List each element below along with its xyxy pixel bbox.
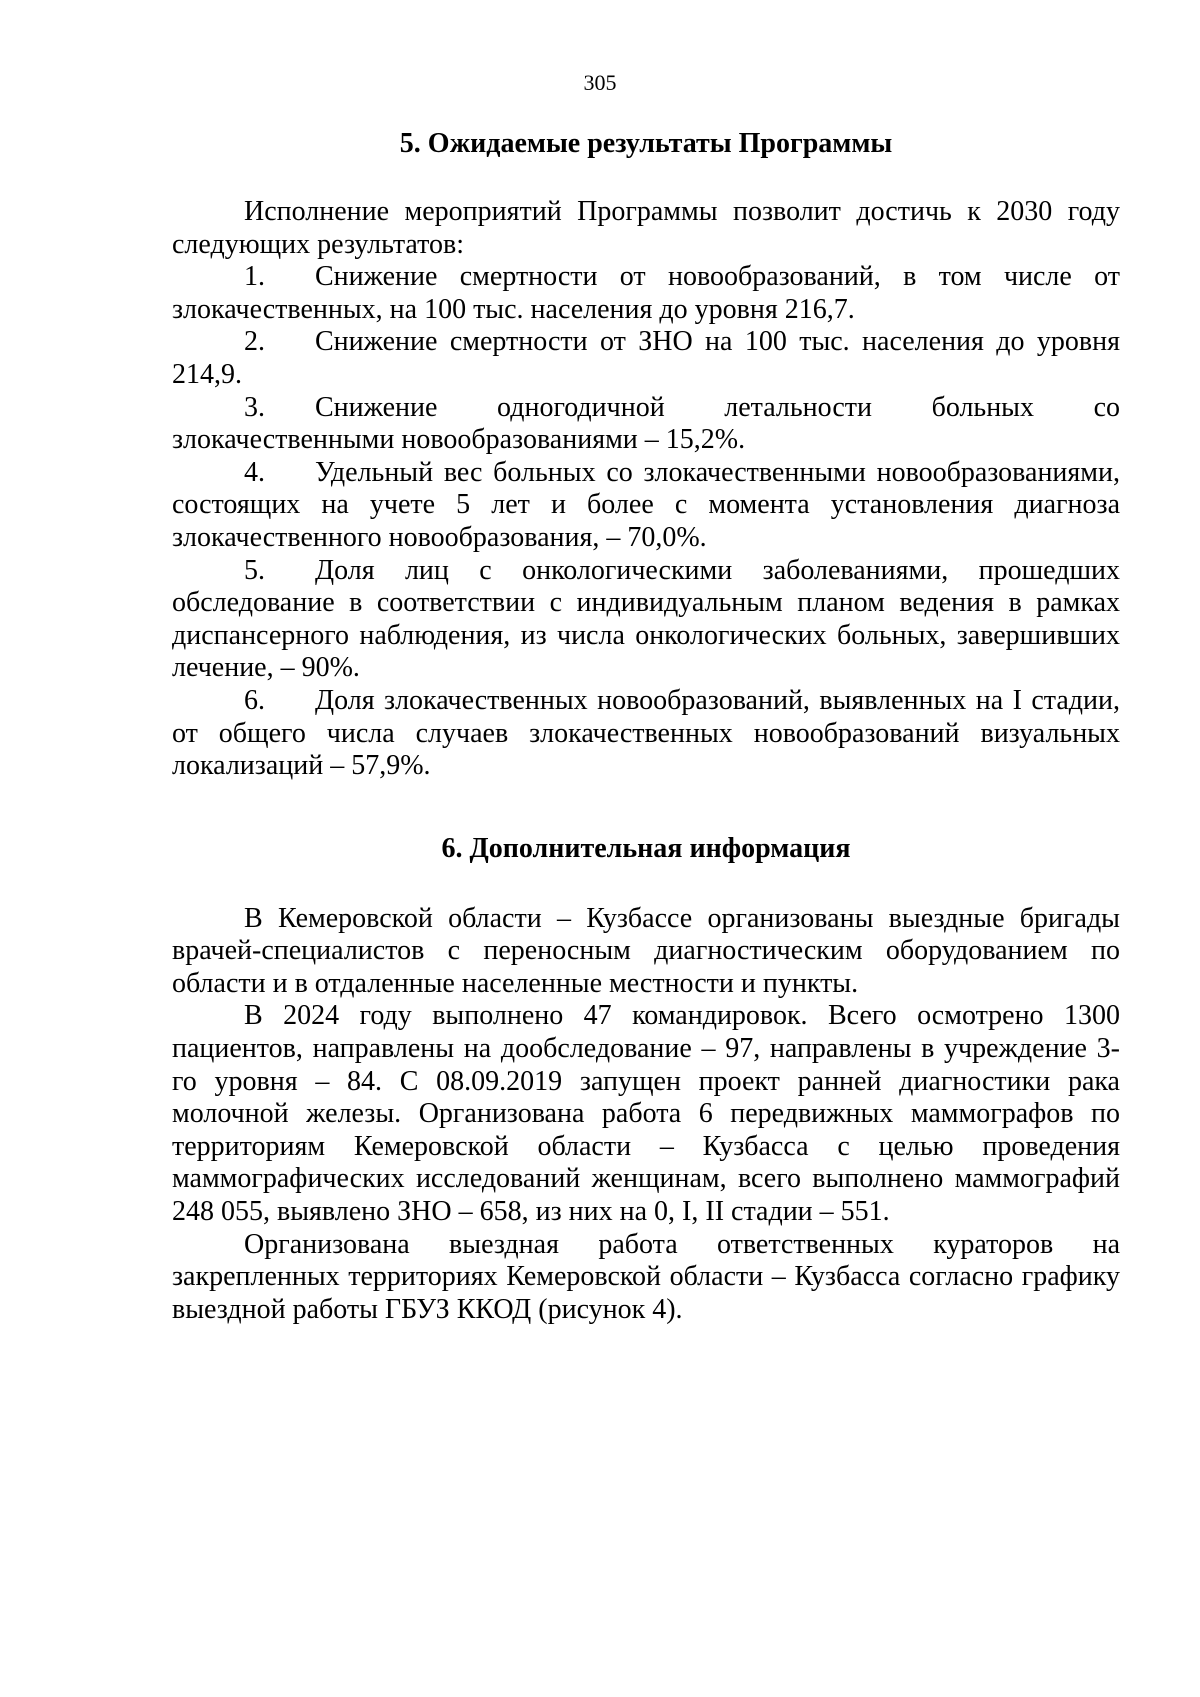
result-item-number: 5. <box>244 554 265 586</box>
result-item-number: 6. <box>244 684 265 716</box>
result-item-5 <box>172 555 1120 685</box>
result-item-number: 3. <box>244 391 265 423</box>
page-number: 305 <box>583 70 617 95</box>
result-item-number: 4. <box>244 456 265 488</box>
section-5-heading: 5. Ожидаемые результаты Программы <box>399 128 893 159</box>
section-6-paragraph-1: В Кемеровской области – Кузбассе организованы выездные бригады врачей-специалистов с переносным диагностическим оборудованием по области и в отдаленные населенные местности и пункты. <box>172 902 1120 999</box>
section-6-paragraph-3: Организована выездная работа ответственных кураторов на закрепленных территориях Кемеровской области – Кузбасса согласно графику выездной работы ГБУЗ ККОД (рисунок 4). <box>172 1228 1120 1325</box>
result-item-2 <box>172 326 1120 391</box>
section-5-intro: Исполнение мероприятий Программы позволит достичь к 2030 году следующих результатов: <box>172 196 1120 260</box>
result-item-4 <box>172 457 1120 555</box>
document-body <box>172 128 1120 1326</box>
section-6-heading: 6. Дополнительная информация <box>441 832 851 864</box>
result-item-text: Снижение смертности от новообразований, в том числе от злокачественных, на 100 тыс. населения до уровня 216,7. <box>172 261 1120 325</box>
result-item-1 <box>172 261 1120 326</box>
result-item-number: 2. <box>244 326 265 358</box>
result-item-6 <box>172 685 1120 783</box>
result-item-text: Снижение смертности от ЗНО на 100 тыс. населения до уровня 214,9. <box>172 326 1120 390</box>
section-6-paragraph-2: В 2024 году выполнено 47 командировок. Всего осмотрено 1300 пациентов, направлены на дообследование – 97, направлены в учреждение 3-го уровня – 84. С 08.09.2019 запущен проект ранней диагностики рака молочной железы. Организована работа 6 передвижных маммографов по территориям Кемеровской области – Кузбасса с целью проведения маммографических исследований женщинам, всего выполнено маммографий 248 055, выявлено ЗНО – 658, из них на 0, I, II стадии – 551. <box>172 1000 1120 1228</box>
result-item-number: 1. <box>244 261 265 293</box>
result-item-3 <box>172 392 1120 457</box>
result-item-text: Доля злокачественных новообразований, выявленных на I стадии, от общего числа случаев злокачественных новообразований визуальных локализаций – 57,9%. <box>172 684 1120 782</box>
result-item-text: Удельный вес больных со злокачественными новообразованиями, состоящих на учете 5 лет и более с момента установления диагноза злокачественного новообразования, – 70,0%. <box>172 456 1120 553</box>
result-item-text: Доля лиц с онкологическими заболеваниями, прошедших обследование в соответствии с индивидуальным планом ведения в рамках диспансерного наблюдения, из числа онкологических больных, завершивших лечение, – 90%. <box>172 554 1120 684</box>
result-item-text: Снижение одногодичной летальности больных со злокачественными новообразованиями – 15,2%. <box>172 391 1120 456</box>
